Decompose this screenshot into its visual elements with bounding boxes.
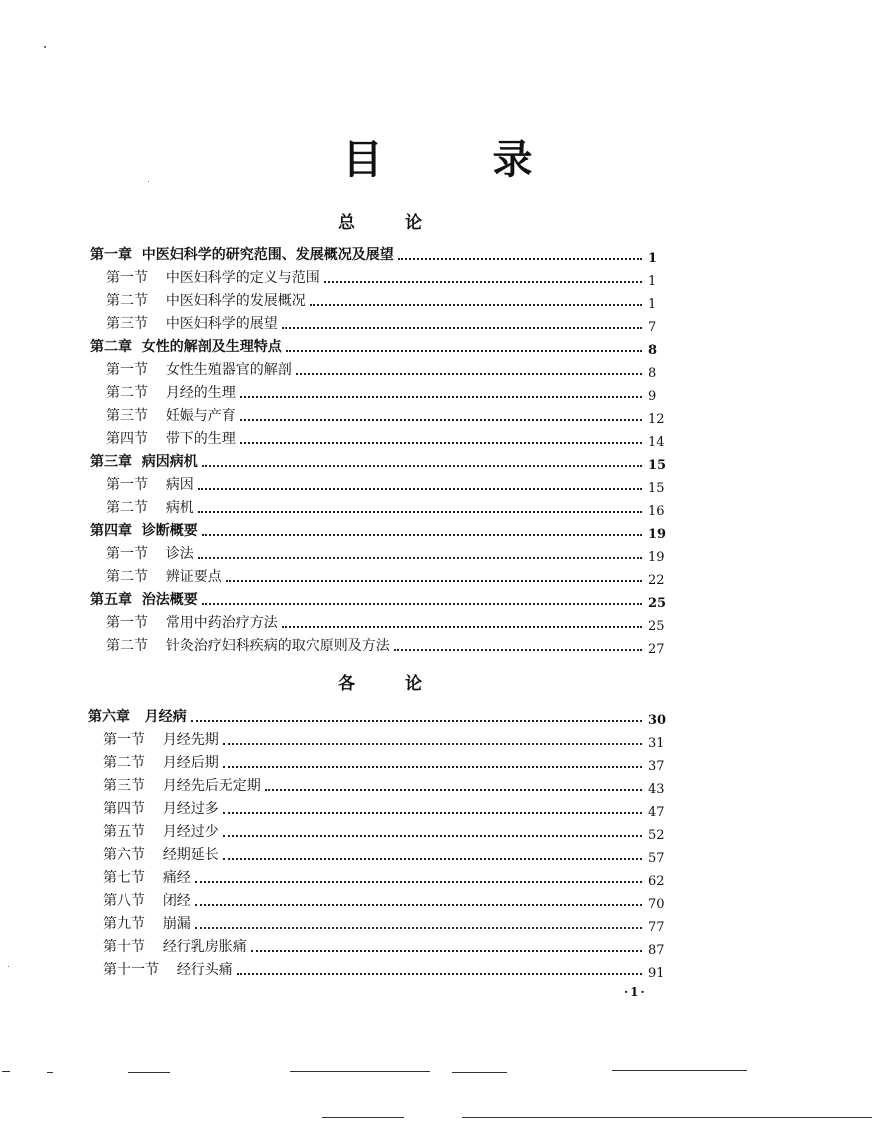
- leader-dots: [202, 465, 642, 467]
- toc-entry-title: 崩漏: [162, 916, 191, 932]
- toc-entry-number: 第四节: [103, 801, 145, 817]
- scan-speck: [8, 966, 9, 967]
- toc-entry-page: 52: [648, 828, 665, 843]
- toc-entry[interactable]: [103, 771, 670, 797]
- leader-dots: [223, 743, 642, 745]
- toc-entry-page: 43: [648, 782, 665, 797]
- toc-entry-title: 中医妇科学的研究范围、发展概况及展望: [141, 247, 394, 263]
- leader-dots: [282, 327, 642, 329]
- toc-entry-page: 12: [648, 412, 665, 427]
- toc-entry-number: 第二节: [103, 755, 145, 771]
- toc-entry-page: 1: [648, 251, 658, 266]
- toc-entry-number: 第十节: [103, 939, 145, 955]
- toc-entry-number: 第一节: [106, 477, 148, 493]
- toc-entry-page: 30: [648, 713, 667, 728]
- toc-entry[interactable]: [103, 748, 670, 774]
- toc-entry-page: 37: [648, 759, 665, 774]
- leader-dots: [223, 766, 642, 768]
- leader-dots: [223, 858, 642, 860]
- toc-entry-page: 9: [648, 389, 657, 404]
- toc-entry-title: 闭经: [162, 893, 191, 909]
- toc-entry-page: 57: [648, 851, 665, 866]
- toc-entry[interactable]: [103, 886, 670, 912]
- page-number: ·1·: [624, 985, 647, 999]
- toc-entry-page: 15: [648, 458, 667, 473]
- leader-dots: [202, 603, 642, 605]
- toc-entry[interactable]: [106, 631, 670, 657]
- toc-entry[interactable]: [90, 240, 670, 266]
- toc-entry-number: 第七节: [103, 870, 145, 886]
- leader-dots: [286, 350, 642, 352]
- leader-dots: [240, 442, 642, 444]
- toc-entry-number: 第三节: [103, 778, 145, 794]
- toc-entry[interactable]: [106, 562, 670, 588]
- toc-entry[interactable]: [106, 608, 670, 634]
- leader-dots: [240, 396, 642, 398]
- toc-entry-number: 第五章: [90, 592, 132, 608]
- toc-entry[interactable]: [103, 840, 670, 866]
- toc-entry-title: 月经过多: [162, 801, 219, 817]
- toc-entry-page: 31: [648, 736, 665, 751]
- toc-entry-number: 第一节: [106, 546, 148, 562]
- toc-entry-page: 87: [648, 943, 665, 958]
- scan-line: [290, 1071, 430, 1072]
- leader-dots: [265, 789, 642, 791]
- toc-entry-number: 第四章: [90, 523, 132, 539]
- toc-entry-page: 62: [648, 874, 665, 889]
- toc-entry[interactable]: [103, 909, 670, 935]
- toc-entry-page: 19: [648, 527, 667, 542]
- toc-entry[interactable]: [90, 585, 670, 611]
- leader-dots: [324, 281, 642, 283]
- toc-entry-number: 第二章: [90, 339, 132, 355]
- toc-entry-title: 中医妇科学的展望: [165, 316, 278, 332]
- toc-entry-page: 77: [648, 920, 665, 935]
- toc-entry-number: 第二节: [106, 500, 148, 516]
- toc-entry[interactable]: [103, 817, 670, 843]
- toc-entry-number: 第二节: [106, 293, 148, 309]
- toc-entry[interactable]: [103, 955, 670, 981]
- toc-entry-page: 25: [648, 596, 667, 611]
- toc-entry-title: 病机: [165, 500, 194, 516]
- toc-entry-page: 8: [648, 366, 657, 381]
- toc-entry[interactable]: [88, 702, 670, 728]
- leader-dots: [226, 580, 642, 582]
- toc-entry-title: 中医妇科学的定义与范围: [165, 270, 320, 286]
- toc-entry[interactable]: [90, 447, 670, 473]
- toc-entry-number: 第六章: [88, 709, 130, 725]
- toc-entry-page: 8: [648, 343, 658, 358]
- toc-entry-title: 带下的生理: [165, 431, 236, 447]
- toc-entry[interactable]: [106, 470, 670, 496]
- toc-entry[interactable]: [106, 355, 670, 381]
- toc-entry-page: 7: [648, 320, 657, 335]
- toc-entry-page: 27: [648, 642, 665, 657]
- toc-entry-page: 1: [648, 297, 657, 312]
- toc-entry-page: 91: [648, 966, 665, 981]
- toc-entry-number: 第一节: [106, 362, 148, 378]
- section-heading-general: 总 论: [338, 213, 444, 233]
- leader-dots: [398, 258, 642, 260]
- toc-entry-page: 70: [648, 897, 665, 912]
- toc-entry-title: 女性生殖器官的解剖: [165, 362, 292, 378]
- toc-entry[interactable]: [103, 863, 670, 889]
- leader-dots: [394, 649, 642, 651]
- toc-entry-number: 第一章: [90, 247, 132, 263]
- toc-entry-number: 第四节: [106, 431, 148, 447]
- toc-entry[interactable]: [90, 332, 670, 358]
- toc-entry-title: 痛经: [162, 870, 191, 886]
- scan-line: [128, 1072, 170, 1073]
- scan-speck: [44, 46, 46, 48]
- leader-dots: [310, 304, 642, 306]
- toc-entry-number: 第五节: [103, 824, 145, 840]
- scan-line: [47, 1072, 53, 1073]
- toc-entry-number: 第一节: [106, 270, 148, 286]
- leader-dots: [223, 812, 642, 814]
- toc-entry-title: 月经病: [144, 709, 187, 725]
- toc-entry-title: 经行头痛: [176, 962, 233, 978]
- toc-entry-title: 针灸治疗妇科疾病的取穴原则及方法: [165, 638, 390, 654]
- toc-entry-title: 妊娠与产育: [165, 408, 236, 424]
- toc-entry-number: 第三章: [90, 454, 132, 470]
- leader-dots: [223, 835, 642, 837]
- toc-entry[interactable]: [106, 286, 670, 312]
- toc-entry-title: 经期延长: [162, 847, 219, 863]
- toc-entry-number: 第一节: [106, 615, 148, 631]
- section-heading-specific: 各 论: [338, 674, 444, 694]
- toc-entry-title: 中医妇科学的发展概况: [165, 293, 306, 309]
- toc-entry[interactable]: [106, 309, 670, 335]
- leader-dots: [191, 720, 642, 722]
- toc-entry[interactable]: [106, 378, 670, 404]
- toc-entry[interactable]: [90, 516, 670, 542]
- toc-entry-page: 25: [648, 619, 665, 634]
- toc-entry-number: 第九节: [103, 916, 145, 932]
- leader-dots: [282, 626, 642, 628]
- scan-line: [452, 1072, 507, 1073]
- leader-dots: [195, 927, 642, 929]
- toc-entry-title: 月经的生理: [165, 385, 236, 401]
- toc-entry-number: 第二节: [106, 569, 148, 585]
- toc-entry-title: 常用中药治疗方法: [165, 615, 278, 631]
- toc-entry-title: 女性的解剖及生理特点: [141, 339, 282, 355]
- toc-entry[interactable]: [106, 539, 670, 565]
- leader-dots: [198, 488, 642, 490]
- toc-entry-number: 第二节: [106, 638, 148, 654]
- toc-entry-number: 第二节: [106, 385, 148, 401]
- toc-entry-title: 治法概要: [141, 592, 198, 608]
- toc-entry[interactable]: [106, 424, 670, 450]
- toc-entry-title: 月经过少: [162, 824, 219, 840]
- toc-entry[interactable]: [106, 493, 670, 519]
- scan-line: [2, 1071, 10, 1072]
- leader-dots: [251, 950, 642, 952]
- toc-entry-page: 19: [648, 550, 665, 565]
- leader-dots: [237, 973, 642, 975]
- toc-entry-page: 22: [648, 573, 665, 588]
- toc-entry[interactable]: [106, 263, 670, 289]
- toc-entry-page: 47: [648, 805, 665, 820]
- toc-entry-title: 月经先后无定期: [162, 778, 261, 794]
- toc-entry[interactable]: [106, 401, 670, 427]
- scan-speck: [148, 181, 149, 182]
- scan-line: [612, 1070, 747, 1071]
- toc-entry-title: 月经先期: [162, 732, 219, 748]
- toc-entry-page: 16: [648, 504, 665, 519]
- toc-entry-page: 14: [648, 435, 665, 450]
- toc-entry-title: 诊断概要: [141, 523, 198, 539]
- leader-dots: [198, 557, 642, 559]
- toc-entry-number: 第八节: [103, 893, 145, 909]
- leader-dots: [296, 373, 642, 375]
- toc-entry-title: 病因病机: [141, 454, 198, 470]
- toc-entry-number: 第三节: [106, 408, 148, 424]
- toc-entry-number: 第三节: [106, 316, 148, 332]
- leader-dots: [195, 881, 642, 883]
- scan-line: [322, 1117, 404, 1118]
- toc-entry-title: 病因: [165, 477, 194, 493]
- leader-dots: [195, 904, 642, 906]
- toc-entry-title: 月经后期: [162, 755, 219, 771]
- toc-entry-title: 诊法: [165, 546, 194, 562]
- toc-entry-page: 1: [648, 274, 657, 289]
- leader-dots: [240, 419, 642, 421]
- toc-entry[interactable]: [103, 932, 670, 958]
- toc-entry-number: 第十一节: [103, 962, 159, 978]
- toc-entry[interactable]: [103, 794, 670, 820]
- toc-entry-number: 第一节: [103, 732, 145, 748]
- scan-line: [462, 1117, 872, 1118]
- toc-entry-title: 辨证要点: [165, 569, 222, 585]
- toc-entry-number: 第六节: [103, 847, 145, 863]
- toc-entry[interactable]: [103, 725, 670, 751]
- toc-entry-title: 经行乳房胀痛: [162, 939, 247, 955]
- toc-entry-page: 15: [648, 481, 665, 496]
- leader-dots: [202, 534, 642, 536]
- leader-dots: [198, 511, 642, 513]
- page-title: 目 录: [342, 137, 581, 183]
